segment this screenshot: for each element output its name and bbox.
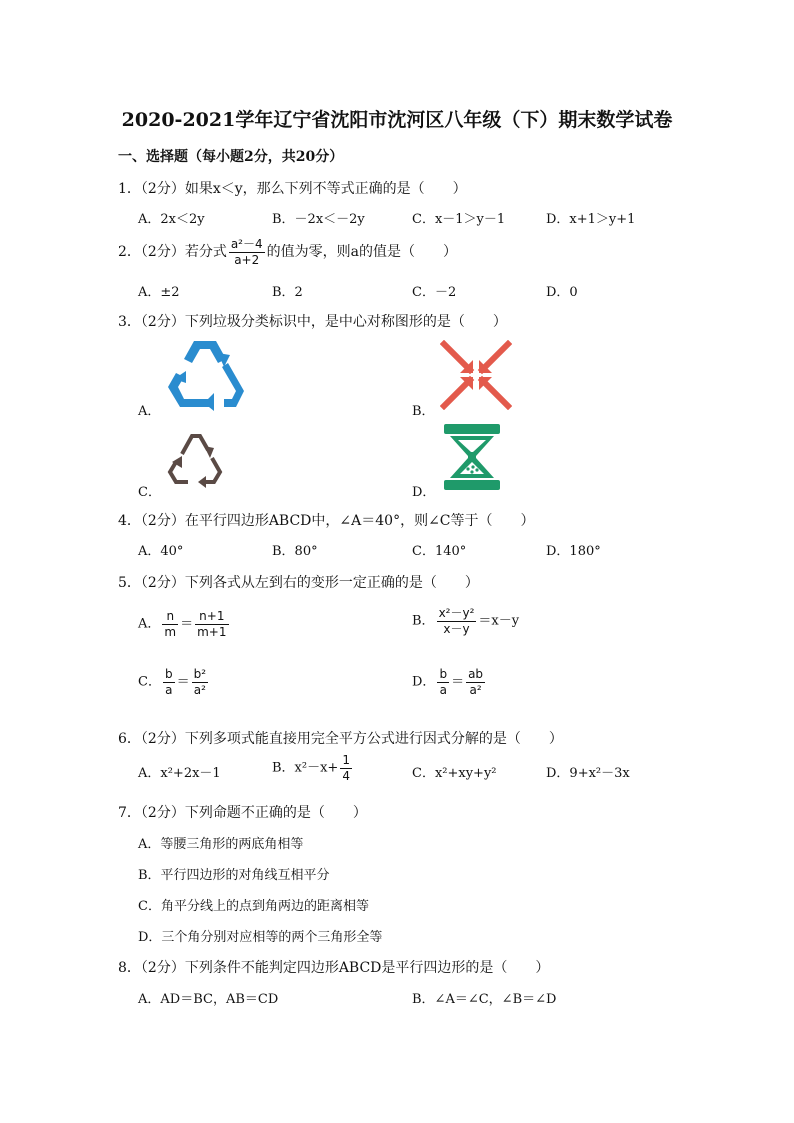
q5-a-fraction-right (195, 610, 228, 638)
q5-c-den-left: a (165, 682, 173, 697)
q5-a-fraction-left (162, 610, 178, 638)
q3-option-b: B． (412, 404, 435, 419)
question-1: 1．（2分）如果x＜y，那么下列不等式正确的是（ ） (118, 181, 467, 197)
q5-a-den-left: m (164, 624, 177, 639)
q8-option-b: B．∠A＝∠C，∠B＝∠D (412, 992, 557, 1007)
q5-d-equals: ＝ (451, 674, 465, 690)
question-8: 8．（2分）下列条件不能判定四边形ABCD是平行四边形的是（ ） (118, 960, 550, 976)
q5-b-fraction (437, 607, 477, 635)
q5-a-num-right: n+1 (195, 610, 228, 625)
q1-option-c: C．x－1＞y－1 (412, 212, 506, 227)
q6-option-d: D．9+x²－3x (546, 766, 630, 781)
q5-option-a (138, 610, 231, 638)
q8-option-a: A．AD＝BC，AB＝CD (138, 992, 279, 1007)
q6-option-c: C．x²+xy+y² (412, 766, 497, 781)
q5-b-tail: ＝x－y (478, 613, 520, 629)
q5-c-fraction-left (163, 668, 175, 696)
question-7: 7．（2分）下列命题不正确的是（ ） (118, 805, 367, 821)
q1-option-a: A．2x＜2y (138, 212, 205, 227)
q7-option-b: B．平行四边形的对角线互相平分 (138, 868, 330, 883)
q7-option-c: C．角平分线上的点到角两边的距离相等 (138, 899, 369, 914)
q2-fraction (229, 238, 265, 266)
q6-b-text: B．x²－x+ (272, 760, 339, 776)
question-5: 5．（2分）下列各式从左到右的变形一定正确的是（ ） (118, 575, 479, 591)
q5-a-den-right: m+1 (197, 624, 227, 639)
q2-stem-pre: 2．（2分）若分式 (118, 244, 227, 261)
question-3: 3．（2分）下列垃圾分类标识中，是中心对称图形的是（ ） (118, 314, 507, 330)
q2-numerator: a²－4 (230, 237, 263, 251)
q7-option-a: A．等腰三角形的两底角相等 (138, 837, 304, 852)
q5-c-den-right: a² (193, 682, 206, 697)
question-2 (118, 238, 457, 266)
q5-d-fraction-left (437, 668, 449, 696)
q3-option-c: C． (138, 485, 161, 500)
q6-option-b (272, 754, 354, 782)
q2-denominator: a+2 (234, 252, 260, 267)
q2-option-b: B．2 (272, 285, 303, 300)
q1-option-d: D．x+1＞y+1 (546, 212, 636, 227)
q5-d-fraction-right (466, 668, 485, 696)
q7-option-d: D．三个角分别对应相等的两个三角形全等 (138, 930, 383, 945)
q5-a-equals: ＝ (180, 616, 194, 632)
paper-title: 2020-2021学年辽宁省沈阳市沈河区八年级（下）期末数学试卷 (121, 109, 673, 131)
q2-stem-post: 的值为零，则a的值是（ ） (266, 244, 457, 261)
q5-c-equals: ＝ (176, 674, 190, 690)
q5-d-num-right: ab (468, 667, 484, 681)
question-4: 4．（2分）在平行四边形ABCD中，∠A＝40°，则∠C等于（ ） (118, 513, 535, 529)
arrows-red-icon (440, 340, 512, 410)
q3-option-d: D． (412, 485, 436, 500)
q5-d-label: D． (412, 674, 436, 690)
q5-option-b (412, 607, 519, 635)
q3-option-a: A． (138, 404, 161, 419)
q2-option-a: A．±2 (138, 285, 180, 300)
q4-option-d: D．180° (546, 544, 601, 559)
q5-b-label: B． (412, 613, 435, 629)
q5-a-num-left: n (162, 610, 178, 625)
q5-c-num-left: b (164, 667, 173, 681)
q6-option-a: A．x²+2x－1 (138, 766, 221, 781)
q6-b-fraction (340, 754, 352, 782)
hourglass-green-icon (440, 422, 504, 492)
q5-d-den-left: a (439, 682, 447, 697)
recycle-brown-icon (164, 424, 226, 492)
q4-option-c: C．140° (412, 544, 467, 559)
q5-d-den-right: a² (469, 682, 482, 697)
q5-b-num: x²－y² (438, 606, 475, 620)
q5-option-c (138, 668, 210, 696)
q4-option-b: B．80° (272, 544, 318, 559)
q2-option-d: D．0 (546, 285, 578, 300)
q5-c-fraction-right (192, 668, 208, 696)
q5-c-num-right: b² (193, 667, 207, 681)
recycle-blue-icon (164, 337, 248, 411)
q5-d-num-left: b (439, 667, 448, 681)
q5-option-d (412, 668, 487, 696)
q1-option-b: B．－2x＜－2y (272, 212, 365, 227)
section-heading: 一、选择题（每小题2分，共20分） (118, 149, 344, 165)
q6-b-den: 4 (342, 768, 350, 783)
q5-a-label: A． (138, 616, 161, 632)
q5-b-den: x－y (443, 621, 470, 636)
q5-c-label: C． (138, 674, 161, 690)
q6-b-num: 1 (342, 753, 350, 767)
q2-option-c: C．－2 (412, 285, 457, 300)
question-6: 6．（2分）下列多项式能直接用完全平方公式进行因式分解的是（ ） (118, 731, 563, 747)
q4-option-a: A．40° (138, 544, 184, 559)
